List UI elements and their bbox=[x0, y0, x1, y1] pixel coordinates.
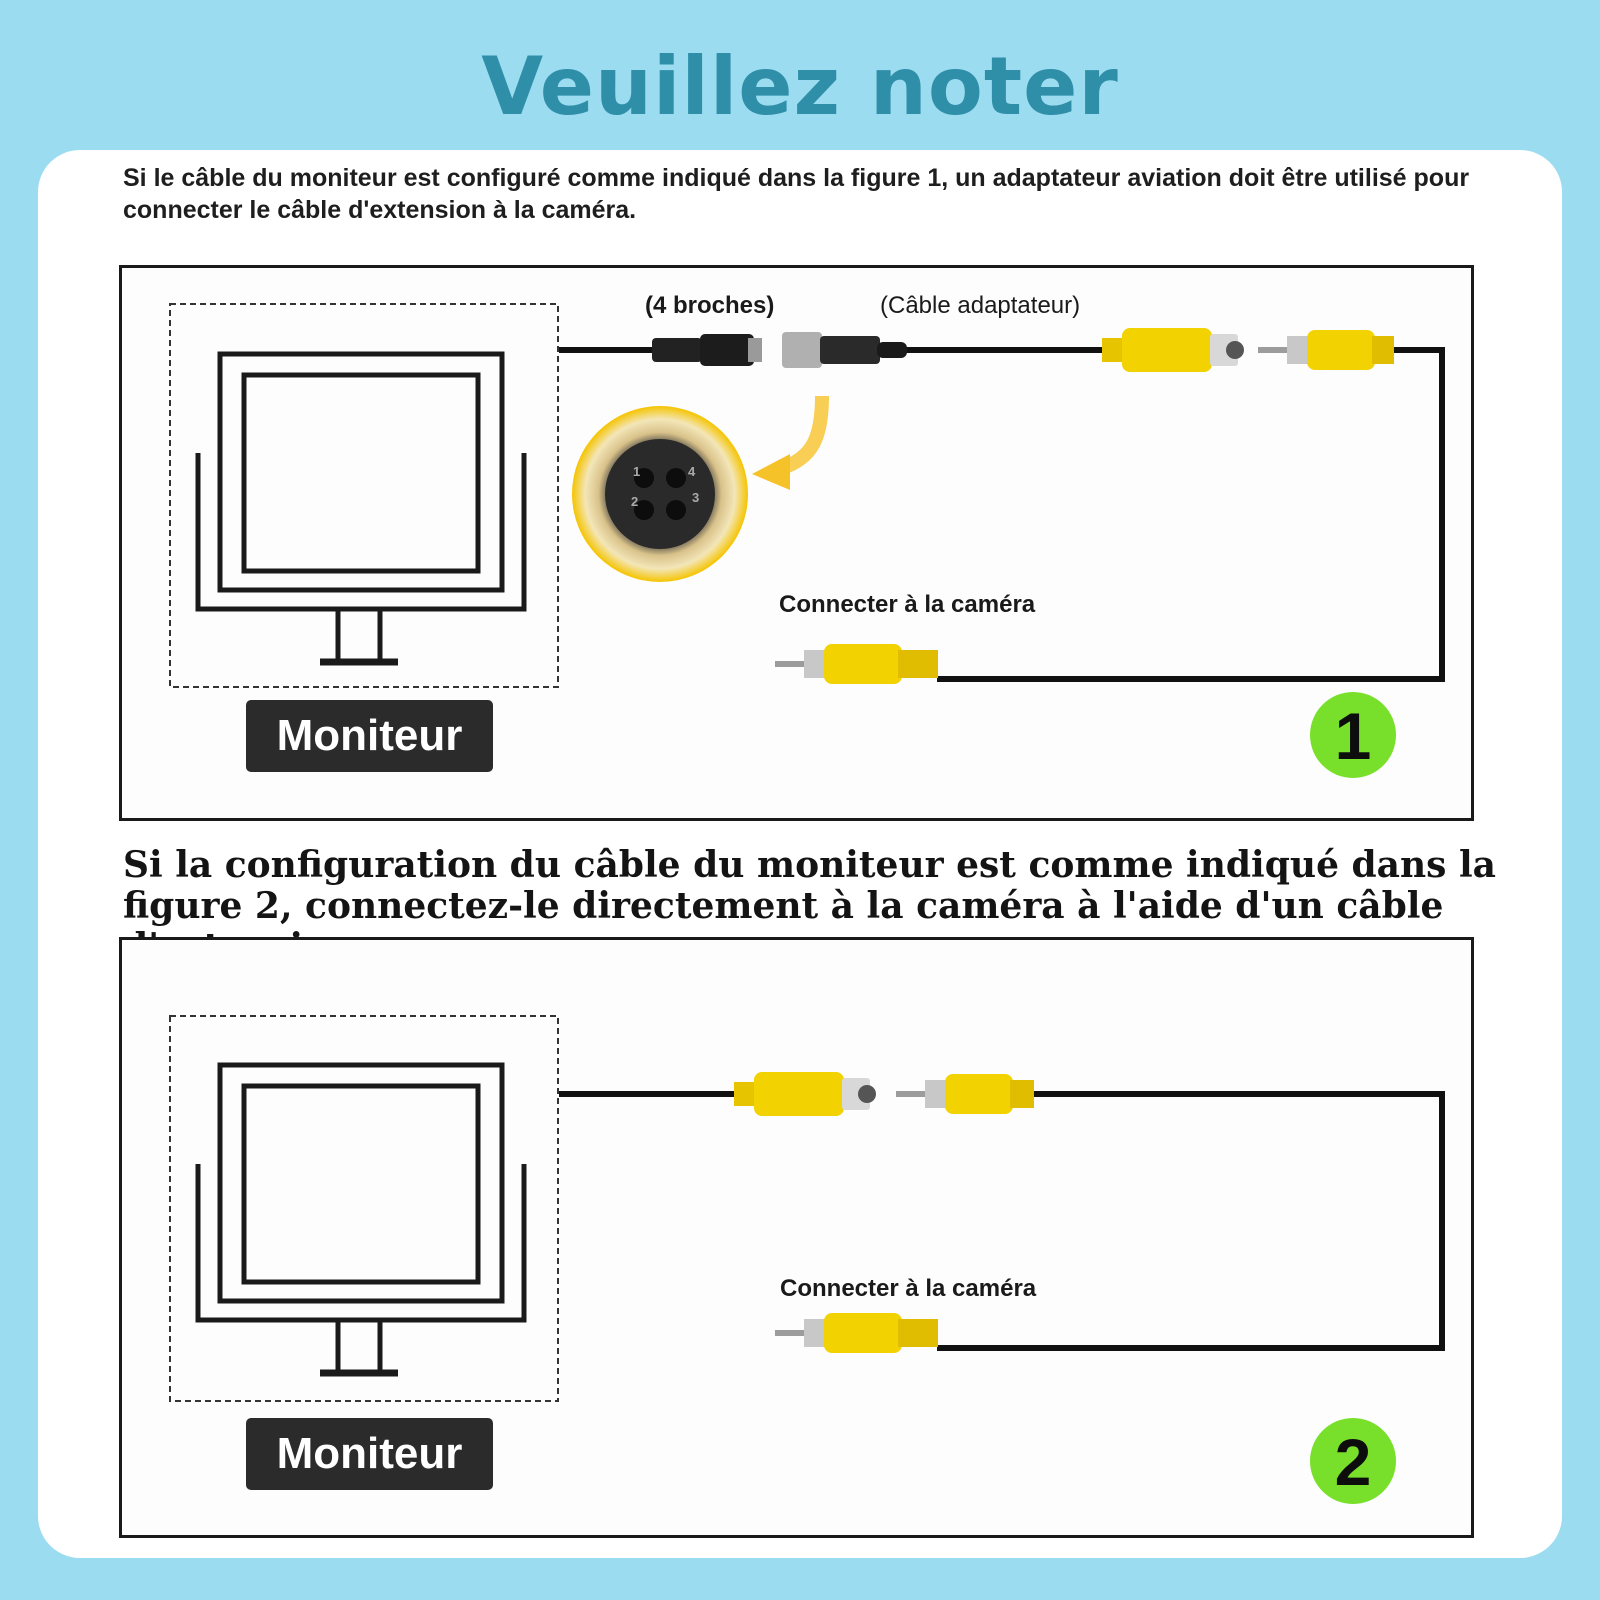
note-figure-2: Si la configuration du câble du moniteur est comme indiqué dans la figure 2, connectez-le directement à la caméra à l'aide d'un câble bbox=[123, 844, 1496, 927]
camera-label: Connecter à la caméra bbox=[779, 591, 1036, 618]
figure-badge-2: 2 bbox=[1310, 1418, 1396, 1504]
pins-label: (4 broches) bbox=[645, 292, 775, 319]
monitor-label: Moniteur bbox=[246, 1418, 493, 1490]
pin-number-1: 1 bbox=[633, 464, 641, 479]
adapter-label: (Câble adaptateur) bbox=[880, 292, 1081, 319]
figure-1-frame bbox=[119, 265, 1474, 821]
page-title: Veuillez noter bbox=[481, 40, 1119, 133]
aviation-plug-4pin bbox=[652, 334, 762, 366]
pin-number-3: 3 bbox=[692, 490, 700, 505]
rca-male-connector-1 bbox=[1258, 330, 1394, 370]
rca-male-connector-camera-2 bbox=[775, 1313, 938, 1353]
monitor-icon bbox=[198, 354, 524, 662]
figure-badge-1: 1 bbox=[1310, 692, 1396, 778]
note-figure-1: Si le câble du moniteur est configuré comme indiqué dans la figure 1, un adaptateur aviation doit être utilisé pour connecter le câble d'extension à la caméra. bbox=[123, 164, 1470, 224]
rca-male-connector-camera-1 bbox=[775, 644, 938, 684]
pin-number-4: 4 bbox=[688, 464, 696, 479]
pin-number-2: 2 bbox=[631, 494, 639, 509]
rca-male-connector-2 bbox=[896, 1074, 1034, 1114]
cable bbox=[559, 1094, 1442, 1348]
arrow-icon bbox=[752, 396, 822, 490]
monitor-label: Moniteur bbox=[246, 700, 493, 772]
aviation-adapter bbox=[782, 332, 907, 368]
aviation-pin-closeup bbox=[572, 406, 748, 582]
rca-female-connector-1 bbox=[1102, 328, 1244, 372]
rca-female-connector-2 bbox=[734, 1072, 876, 1116]
figure-2-frame bbox=[119, 937, 1474, 1538]
camera-label: Connecter à la caméra bbox=[780, 1275, 1037, 1302]
monitor-icon bbox=[198, 1065, 524, 1373]
